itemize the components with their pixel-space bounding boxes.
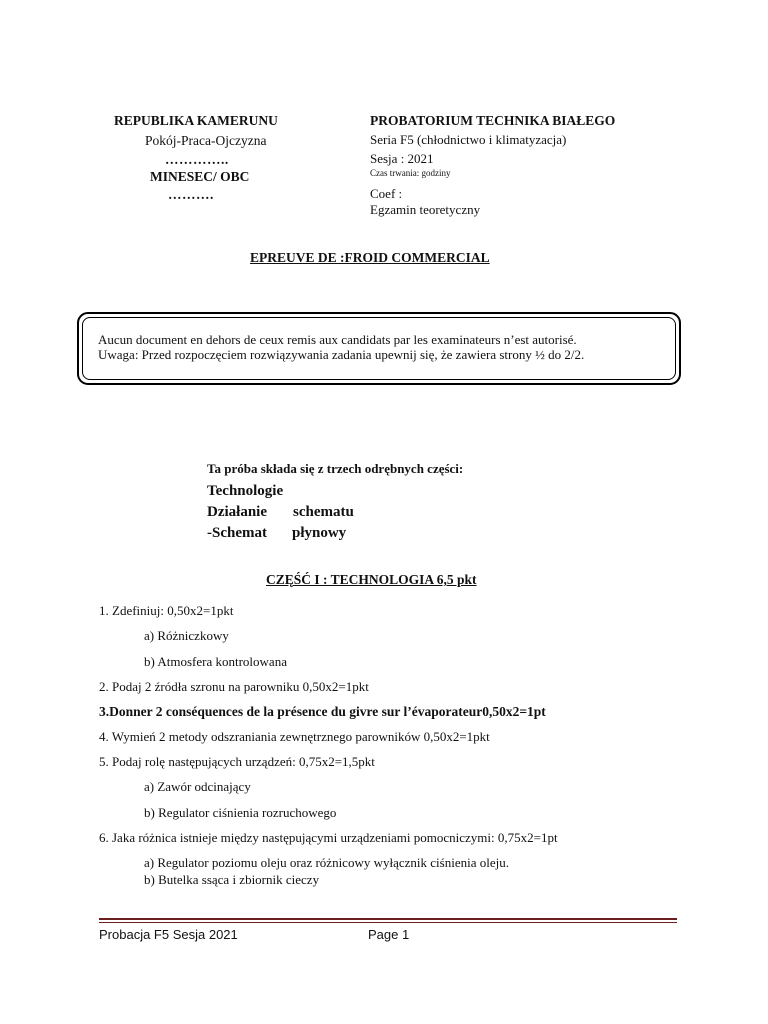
organization-name: MINESEC/ OBC	[150, 169, 250, 184]
part-2-label-a: Działanie	[207, 504, 267, 520]
question-6: 6. Jaka różnica istnieje między następującymi urządzeniami pomocniczymi: 0,75x2=1pt	[99, 830, 558, 845]
question-1: 1. Zdefiniuj: 0,50x2=1pkt	[99, 603, 234, 618]
question-4: 4. Wymień 2 metody odszraniania zewnętrznego parowników 0,50x2=1pkt	[99, 729, 490, 744]
question-6a: a) Regulator poziomu oleju oraz różnicowy wyłącznik ciśnienia oleju.	[144, 855, 509, 870]
footer-page-number: Page 1	[368, 927, 410, 942]
exam-session: Sesja : 2021	[370, 151, 434, 166]
question-5: 5. Podaj rolę następujących urządzeń: 0,75x2=1,5pkt	[99, 754, 375, 769]
part-1-label: Technologie	[207, 483, 284, 499]
footer-exam-label: Probacja F5 Sesja 2021	[99, 927, 238, 942]
notice-line-2: Uwaga: Przed rozpoczęciem rozwiązywania zadania upewnij się, że zawiera strony ½ do 2/2.	[98, 347, 585, 362]
paper-title: EPREUVE DE :FROID COMMERCIAL	[250, 250, 490, 265]
question-2: 2. Podaj 2 źródła szronu na parowniku 0,50x2=1pkt	[99, 679, 369, 694]
exam-coefficient: Coef :	[370, 186, 403, 201]
question-3: 3.Donner 2 conséquences de la présence du givre sur l’évaporateur0,50x2=1pt	[99, 704, 546, 719]
exam-type: Egzamin teoretyczny	[370, 202, 481, 217]
question-6b: b) Butelka ssąca i zbiornik cieczy	[144, 872, 320, 887]
parts-intro: Ta próba składa się z trzech odrębnych części:	[207, 461, 464, 476]
exam-duration: Czas trwania: godziny	[370, 168, 451, 178]
question-5b: b) Regulator ciśnienia rozruchowego	[144, 805, 337, 820]
exam-title: PROBATORIUM TECHNIKA BIAŁEGO	[370, 113, 616, 128]
question-1a: a) Różniczkowy	[144, 628, 229, 643]
section-title: CZĘŚĆ I : TECHNOLOGIA 6,5 pkt	[266, 572, 477, 587]
notice-line-1: Aucun document en dehors de ceux remis aux candidats par les examinateurs n’est autorisé.	[98, 332, 577, 347]
footer-rule-thin	[99, 922, 677, 923]
question-5a: a) Zawór odcinający	[144, 779, 251, 794]
part-2-label-b: schematu	[293, 504, 354, 520]
header-dots-1: …………..	[165, 152, 229, 167]
question-1b: b) Atmosfera kontrolowana	[144, 654, 287, 669]
exam-series: Seria F5 (chłodnictwo i klimatyzacja)	[370, 132, 567, 147]
footer-rule-thick	[99, 918, 677, 920]
country-name: REPUBLIKA KAMERUNU	[114, 113, 278, 128]
country-motto: Pokój-Praca-Ojczyzna	[145, 133, 267, 148]
header-dots-2: ……….	[168, 187, 214, 202]
part-3-label-a: -Schemat	[207, 525, 267, 541]
part-3-label-b: płynowy	[292, 525, 347, 541]
